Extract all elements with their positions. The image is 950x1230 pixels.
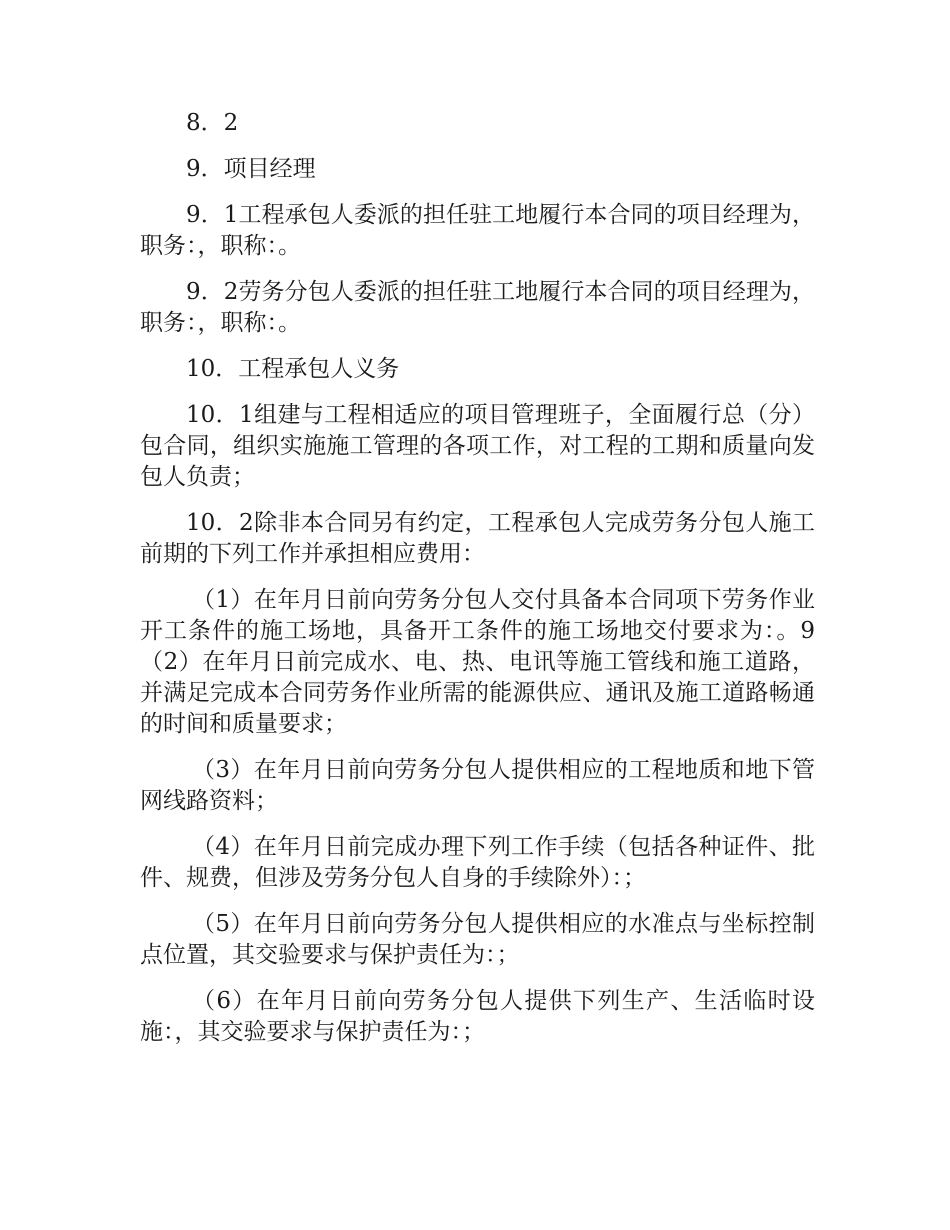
clause-9-1: 9．1工程承包人委派的担任驻工地履行本合同的项目经理为，职务：，职称：。	[140, 202, 815, 259]
clause-8-2: 8．2	[186, 110, 239, 136]
clause-10-2: 10．2除非本合同另有约定，工程承包人完成劳务分包人施工前期的下列工作并承担相应费用：	[140, 510, 815, 567]
clause-10-1: 10．1组建与工程相适应的项目管理班子，全面履行总（分）包合同，组织实施施工管理的各项工作，对工程的工期和质量向发包人负责；	[140, 402, 815, 490]
item-3: （3）在年月日前向劳务分包人提供相应的工程地质和地下管网线路资料；	[140, 757, 815, 814]
item-1-and-2: （1）在年月日前向劳务分包人交付具备本合同项下劳务作业开工条件的施工场地，具备开工条件的施工场地交付要求为：。9（2）在年月日前完成水、电、热、电讯等施工管线和施工道路，并满足完成本合同劳务作业所需的能源供应、通讯及施工道路畅通的时间和质量要求；	[140, 587, 815, 737]
section-9-heading: 9．项目经理	[186, 156, 316, 182]
item-6: （6）在年月日前向劳务分包人提供下列生产、生活临时设施：，其交验要求与保护责任为：；	[140, 988, 815, 1045]
section-10-heading: 10．工程承包人义务	[186, 356, 400, 382]
item-5: （5）在年月日前向劳务分包人提供相应的水准点与坐标控制点位置，其交验要求与保护责任为：；	[140, 911, 815, 968]
clause-9-2: 9．2劳务分包人委派的担任驻工地履行本合同的项目经理为，职务：，职称：。	[140, 279, 815, 336]
item-4: （4）在年月日前完成办理下列工作手续（包括各种证件、批件、规费，但涉及劳务分包人自身的手续除外）：；	[140, 834, 815, 891]
document-body	[140, 108, 815, 1063]
